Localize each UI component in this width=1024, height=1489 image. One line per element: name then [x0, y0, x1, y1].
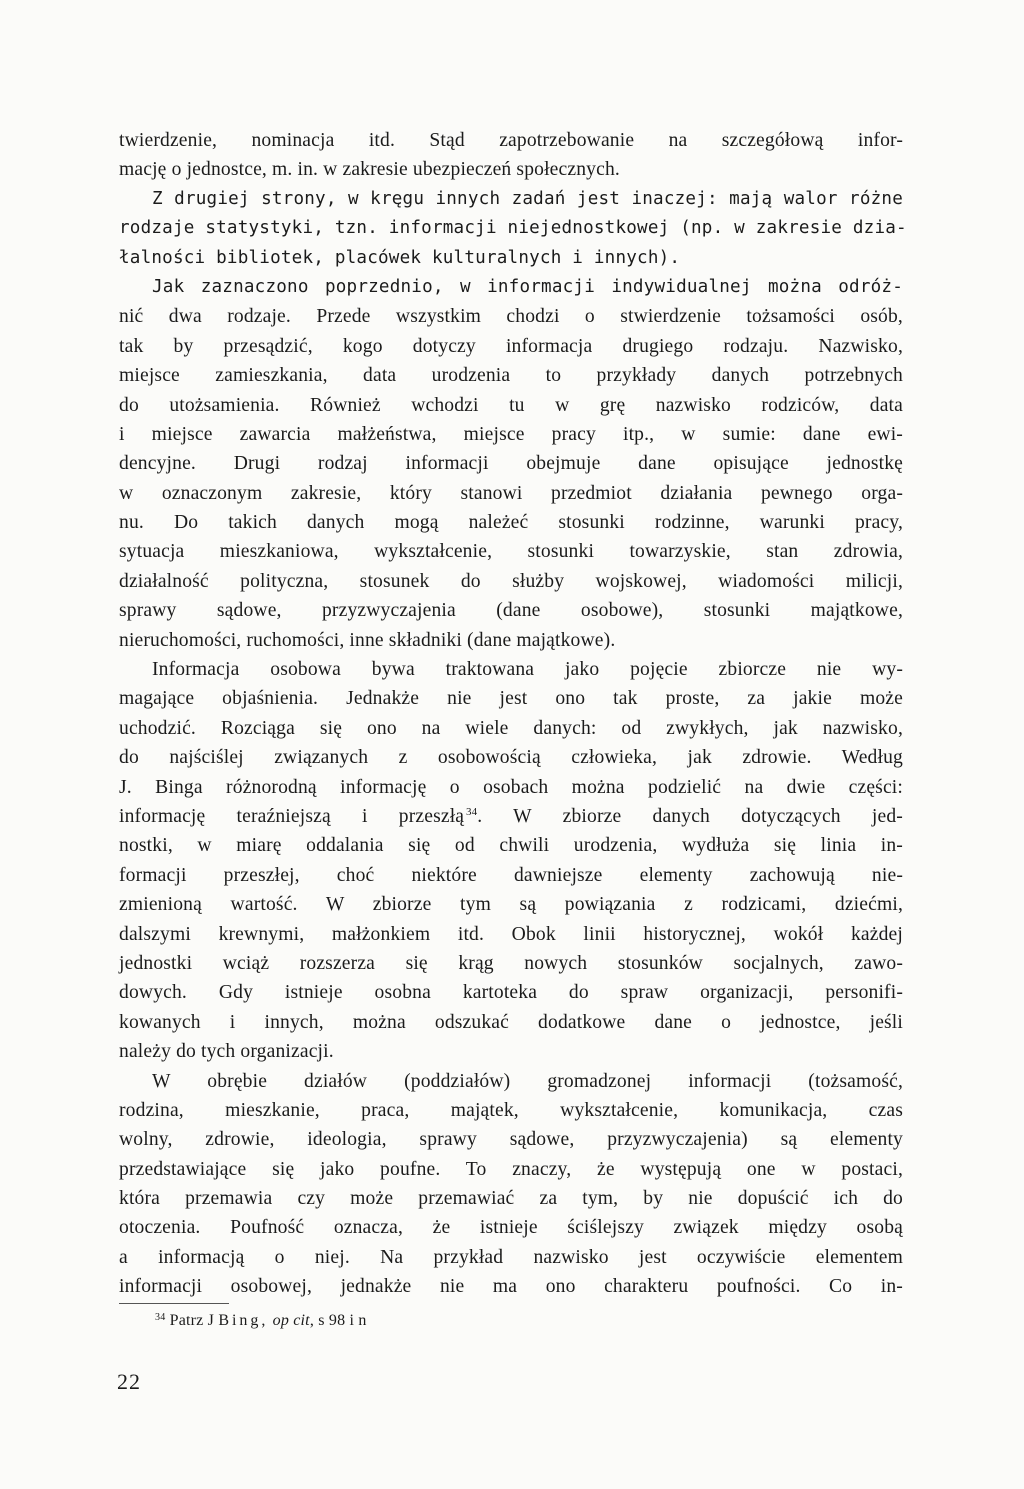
text-line: formacji przeszłej, choć niektóre dawniejsze elementy zachowują nie- — [119, 864, 903, 886]
text-line: magające objaśnienia. Jednakże nie jest ono tak proste, za jakie może — [119, 688, 903, 710]
text-line: W obrębie działów (poddziałów) gromadzonej informacji (tożsamość, — [152, 1070, 903, 1092]
text-fragment: informację teraźniejszą i przeszłą — [119, 805, 465, 827]
text-line: rodzina, mieszkanie, praca, majątek, wykształcenie, komunikacja, czas — [119, 1099, 903, 1121]
footnote-divider — [119, 1303, 229, 1304]
text-line: która przemawia czy może przemawiać za tym, by nie dopuścić ich do — [119, 1188, 903, 1210]
text-fragment: stki, w miarę oddalania się od chwili urodzenia, wydłuża się linia in- — [138, 835, 903, 857]
text-line: w oznaczonym zakresie, który stanowi przedmiot działania pewnego orga- — [119, 482, 903, 504]
text-line: sytuacja mieszkaniowa, wykształcenie, stosunki towarzyskie, stan zdrowia, — [119, 541, 903, 563]
text-line: do utożsamienia. Również wchodzi tu w grę nazwisko rodziców, data — [119, 394, 903, 416]
text-line: miejsce zamieszkania, data urodzenia to przykłady danych potrzebnych — [119, 365, 903, 387]
text-line: wolny, zdrowie, ideologia, sprawy sądowe, przyzwyczajenia) są elementy — [119, 1129, 903, 1151]
text-line: nieruchomości, ruchomości, inne składniki (dane majątkowe). — [119, 629, 616, 651]
text-line: twierdzenie, nominacja itd. Stąd zapotrzebowanie na szczegółową infor- — [119, 130, 903, 151]
text-line: zmienioną wartość. W zbiorze tym są powiązania z rodzicami, dziećmi, — [119, 894, 903, 916]
text-line — [119, 802, 903, 831]
text-line: należy do tych organizacji. — [119, 1041, 334, 1063]
text-line: Z drugiej strony, w kręgu innych zadań jest inaczej: mają walor różne — [152, 188, 903, 209]
page-number: 22 — [117, 1369, 141, 1394]
text-line: kowanych i innych, można odszukać dodatkowe dane o jednostce, jeśli — [119, 1011, 903, 1033]
text-line: rodzaje statystyki, tzn. informacji niejednostkowej (np. w zakresie dzia- — [119, 218, 907, 239]
text-line: informacji osobowej, jednakże nie ma ono charakteru poufności. Co in- — [119, 1276, 903, 1298]
text-fragment: no — [119, 835, 139, 857]
text-line: działalność polityczna, stosunek do służby wojskowej, wiadomości milicji, — [119, 570, 903, 592]
text-line: uchodzić. Rozciąga się ono na wiele danych: od zwykłych, jak nazwisko, — [119, 717, 903, 739]
footnote-number: 34 — [155, 1312, 166, 1323]
footnote-text: Patrz J — [169, 1312, 219, 1329]
text-line: nu. Do takich danych mogą należeć stosunki rodzinne, warunki pracy, — [119, 512, 903, 534]
text-line: dalszymi krewnymi, małżonkiem itd. Obok linii historycznej, wokół każdej — [119, 923, 903, 945]
footnote — [155, 1310, 367, 1332]
text-line: tak by przesądzić, kogo dotyczy informacja drugiego rodzaju. Nazwisko, — [119, 335, 903, 357]
footnote-author: Bing, — [218, 1312, 269, 1329]
text-line: J. Binga różnorodną informację o osobach można podzielić na dwie części: — [119, 776, 903, 798]
text-line: otoczenia. Poufność oznacza, że istnieje ściślejszy związek między osobą — [119, 1217, 903, 1239]
text-line: sprawy sądowe, przyzwyczajenia (dane osobowe), stosunki majątkowe, — [119, 600, 903, 622]
text-line: przedstawiające się jako poufne. To znaczy, że występują one w postaci, — [119, 1158, 903, 1180]
text-line: jednostki wciąż rozszerza się krąg nowych stosunków socjalnych, zawo- — [119, 952, 903, 974]
text-fragment: . W zbiorze danych dotyczących jed- — [477, 805, 903, 827]
text-line: mację o jednostce, m. in. w zakresie ubezpieczeń społecznych. — [119, 159, 620, 181]
text-line: nić dwa rodzaje. Przede wszystkim chodzi o stwierdzenie tożsamości osób, — [119, 306, 903, 328]
text-line: i miejsce zawarcia małżeństwa, miejsce pracy itp., w sumie: dane ewi- — [119, 423, 903, 445]
footnote-op-cit: op cit — [272, 1312, 310, 1329]
text-line: dencyjne. Drugi rodzaj informacji obejmuje dane opisujące jednostkę — [119, 453, 903, 475]
text-line: dowych. Gdy istnieje osobna kartoteka do spraw organizacji, personifi- — [119, 982, 903, 1004]
text-line — [119, 831, 903, 860]
footnote-reference: 34 — [465, 805, 478, 818]
text-line: Jak zaznaczono poprzednio, w informacji indywidualnej można odróż- — [152, 276, 903, 297]
text-line: Informacja osobowa bywa traktowana jako pojęcie zbiorcze nie wy- — [152, 659, 903, 681]
text-line: a informacją o niej. Na przykład nazwisko jest oczywiście elementem — [119, 1246, 903, 1268]
text-line: do najściślej związanych z osobowością człowieka, jak zdrowie. Według — [119, 747, 903, 769]
text-line: łalności bibliotek, placówek kulturalnych i innych). — [119, 247, 681, 268]
body-text — [119, 126, 907, 1302]
footnote-text: , s 98 i n — [309, 1312, 367, 1329]
